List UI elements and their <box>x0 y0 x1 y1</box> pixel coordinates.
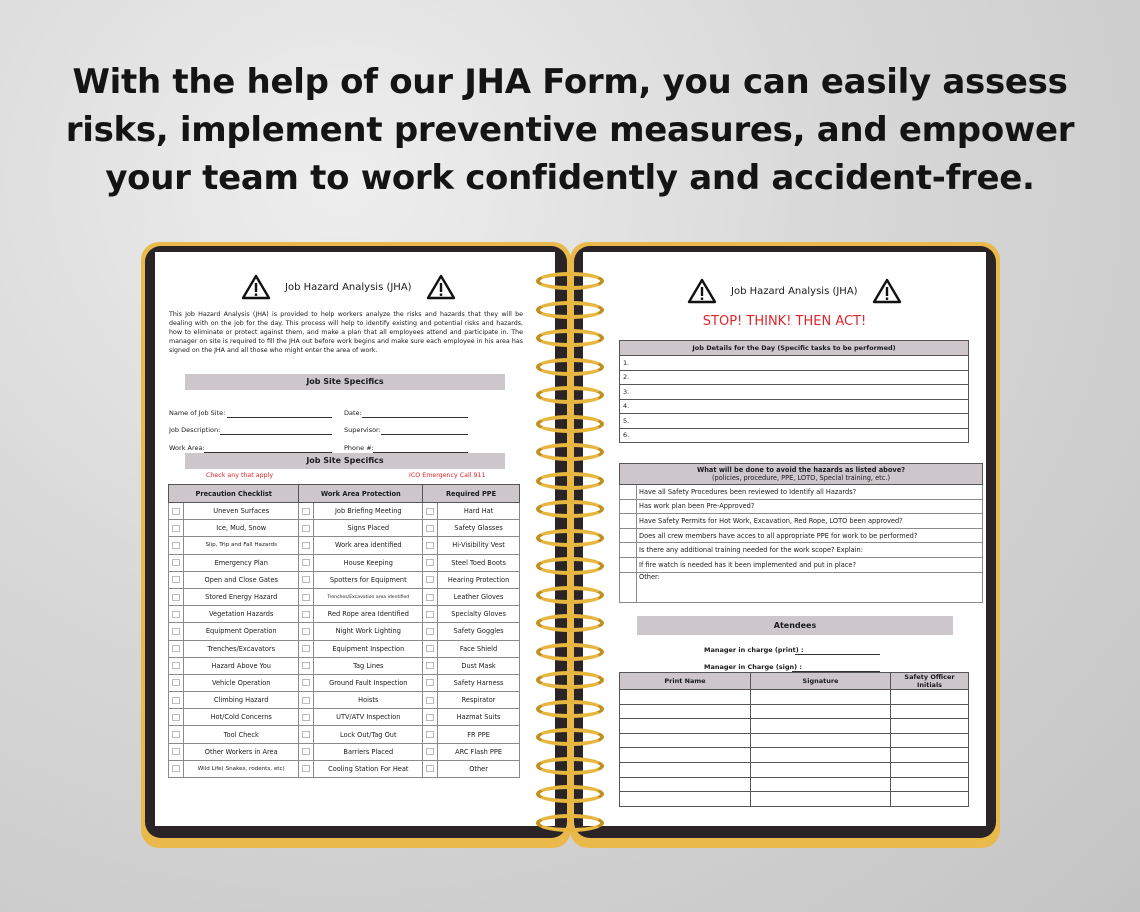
warning-icon <box>426 274 456 300</box>
checkbox-cell[interactable] <box>299 571 314 588</box>
spiral-ring <box>536 643 604 661</box>
job-detail-row[interactable] <box>620 385 969 400</box>
checklist-item: Hi-Visibility Vest <box>438 537 520 554</box>
attendee-initials-cell[interactable] <box>891 733 969 748</box>
checkbox-cell[interactable] <box>423 743 438 760</box>
table-row <box>169 726 520 743</box>
attendee-print-name-cell[interactable] <box>620 719 751 734</box>
checklist-item: Other <box>438 760 520 777</box>
checkbox-cell[interactable] <box>423 640 438 657</box>
checkbox-cell[interactable] <box>169 571 184 588</box>
job-detail-row[interactable] <box>620 428 969 443</box>
attendee-signature-cell[interactable] <box>751 704 891 719</box>
checklist-item: Safety Glasses <box>438 520 520 537</box>
checkbox-cell[interactable] <box>299 692 314 709</box>
table-row <box>169 709 520 726</box>
attendee-initials-cell[interactable] <box>891 777 969 792</box>
checkbox-cell[interactable] <box>423 571 438 588</box>
checklist-item: Ground Fault Inspection <box>314 674 423 691</box>
hazard-question: Does all crew members have acces to all appropriate PPE for work to be performed? <box>637 528 983 543</box>
spiral-ring <box>536 329 604 347</box>
checkbox-cell[interactable] <box>423 588 438 605</box>
checkbox[interactable] <box>302 748 310 755</box>
left-title-row <box>241 274 456 300</box>
attendee-initials-cell[interactable] <box>891 792 969 807</box>
checkbox[interactable] <box>172 559 180 566</box>
table-row <box>169 743 520 760</box>
checklist-item: Cooling Station For Heat <box>314 760 423 777</box>
checkbox-cell[interactable] <box>169 760 184 777</box>
date-input-line[interactable] <box>362 417 468 418</box>
attendee-row <box>620 777 969 792</box>
spiral-ring <box>536 614 604 632</box>
intro-paragraph: This Job Hazard Analysis (JHA) is provided to help workers analyze the risks and hazards that they will be dealing with on the job for the day. This process will help to identify existing and potential risks and hazards, how to eliminate or protect against them, and make a plan that all employees attend and participate in. The manager on site is required to fill the JHA out before work begins and make sure each employee in his area has signed on the JHA and all those who might enter the area of work. <box>169 311 523 354</box>
hazard-question-row <box>620 485 983 500</box>
checkbox-cell[interactable] <box>169 537 184 554</box>
spiral-ring <box>536 728 604 746</box>
checkbox[interactable] <box>172 679 180 686</box>
headline <box>0 58 1140 202</box>
job-detail-number[interactable]: 6. <box>620 428 969 443</box>
attendee-row <box>620 748 969 763</box>
checkbox[interactable] <box>302 542 310 549</box>
spiral-ring <box>536 301 604 319</box>
hazard-question: Has work plan been Pre-Approved? <box>637 499 983 514</box>
checkbox[interactable] <box>172 645 180 652</box>
left-page-title: Job Hazard Analysis (JHA) <box>285 281 412 293</box>
checkbox[interactable] <box>172 594 180 601</box>
checkbox-cell[interactable] <box>620 485 637 500</box>
manager-print-input-line[interactable] <box>795 654 880 655</box>
checkbox[interactable] <box>426 748 434 755</box>
field-label-date: Date: <box>344 409 362 417</box>
supervisor-input-line[interactable] <box>381 434 468 435</box>
attendee-print-name-cell[interactable] <box>620 704 751 719</box>
checklist-item: Spotters for Equipment <box>314 571 423 588</box>
spiral-ring <box>536 700 604 718</box>
attendee-row <box>620 704 969 719</box>
hazard-question: Other: <box>637 572 983 602</box>
checklist-item: Other Workers in Area <box>184 743 299 760</box>
checklist-item: Tool Check <box>184 726 299 743</box>
checkbox[interactable] <box>302 679 310 686</box>
checklist-item: Leather Gloves <box>438 588 520 605</box>
checklist-item: Steel Toed Boots <box>438 554 520 571</box>
warning-icon <box>687 278 717 304</box>
checklist-item: Safety Goggles <box>438 623 520 640</box>
checklist-item: Hoists <box>314 692 423 709</box>
checkbox[interactable] <box>426 542 434 549</box>
checkbox-cell[interactable] <box>169 503 184 520</box>
checkbox-cell[interactable] <box>169 657 184 674</box>
table-row <box>169 640 520 657</box>
checkbox-cell[interactable] <box>299 554 314 571</box>
attendee-print-name-cell[interactable] <box>620 792 751 807</box>
checkbox[interactable] <box>426 645 434 652</box>
checkbox-cell[interactable] <box>620 528 637 543</box>
checkbox-cell[interactable] <box>299 623 314 640</box>
spiral-ring <box>536 272 604 290</box>
job-detail-number[interactable]: 4. <box>620 399 969 414</box>
spiral-ring <box>536 586 604 604</box>
checkbox-cell[interactable] <box>423 709 438 726</box>
checkbox-cell[interactable] <box>620 514 637 529</box>
hazards-table <box>619 463 983 603</box>
checkbox-cell[interactable] <box>423 606 438 623</box>
field-label-phone: Phone #: <box>344 444 374 452</box>
attendee-initials-cell[interactable] <box>891 690 969 705</box>
header-work-area-protection: Work Area Protection <box>299 485 423 503</box>
spiral-ring <box>536 358 604 376</box>
checkbox[interactable] <box>426 594 434 601</box>
attendee-signature-cell[interactable] <box>751 733 891 748</box>
hazard-question-row <box>620 499 983 514</box>
checklist-item: Slip, Trip and Fall Hazards <box>184 537 299 554</box>
attendee-print-name-cell[interactable] <box>620 733 751 748</box>
checkbox-cell[interactable] <box>169 520 184 537</box>
checklist-item: Trenches/Excavation area identified <box>314 588 423 605</box>
job-detail-number[interactable]: 3. <box>620 385 969 400</box>
header-print-name: Print Name <box>620 673 751 690</box>
attendee-signature-cell[interactable] <box>751 777 891 792</box>
attendees-table <box>619 672 969 807</box>
checkbox[interactable] <box>172 765 180 772</box>
attendee-initials-cell[interactable] <box>891 762 969 777</box>
checklist-item: Signs Placed <box>314 520 423 537</box>
checkbox[interactable] <box>302 525 310 532</box>
checklist-item: Hazard Above You <box>184 657 299 674</box>
checkbox[interactable] <box>172 628 180 635</box>
table-row <box>169 623 520 640</box>
spiral-ring <box>536 671 604 689</box>
checkbox[interactable] <box>172 662 180 669</box>
checkbox-cell[interactable] <box>423 657 438 674</box>
warning-icon <box>872 278 902 304</box>
job-detail-number[interactable]: 1. <box>620 356 969 371</box>
checkbox[interactable] <box>426 559 434 566</box>
checkbox[interactable] <box>426 731 434 738</box>
checkbox-cell[interactable] <box>299 537 314 554</box>
checklist-item: Vegetation Hazards <box>184 606 299 623</box>
checkbox[interactable] <box>172 525 180 532</box>
checklist-item: Equipment Operation <box>184 623 299 640</box>
checkbox-cell[interactable] <box>299 743 314 760</box>
attendee-signature-cell[interactable] <box>751 719 891 734</box>
checklist-item: Work area identified <box>314 537 423 554</box>
checkbox[interactable] <box>302 628 310 635</box>
hazard-question: Have all Safety Procedures been reviewed to Identify all Hazards? <box>637 485 983 500</box>
header-precaution-checklist: Precaution Checklist <box>169 485 299 503</box>
table-row <box>169 554 520 571</box>
job-detail-row[interactable] <box>620 356 969 371</box>
checkbox[interactable] <box>302 697 310 704</box>
table-row <box>169 503 520 520</box>
checklist-item: Safety Harness <box>438 674 520 691</box>
checkbox[interactable] <box>172 576 180 583</box>
table-row <box>169 674 520 691</box>
checklist-item: Hearing Protection <box>438 571 520 588</box>
job-details-table <box>619 340 969 443</box>
checklist-item: Night Work Lighting <box>314 623 423 640</box>
table-row <box>169 571 520 588</box>
attendee-signature-cell[interactable] <box>751 792 891 807</box>
checkbox[interactable] <box>302 508 310 515</box>
checkbox-cell[interactable] <box>620 499 637 514</box>
hazard-question-row <box>620 557 983 572</box>
checkbox-cell[interactable] <box>169 588 184 605</box>
checkbox-cell[interactable] <box>423 520 438 537</box>
checkbox-cell[interactable] <box>423 692 438 709</box>
checklist-item: Face Shield <box>438 640 520 657</box>
checkbox-cell[interactable] <box>423 503 438 520</box>
job-site-input-line[interactable] <box>227 417 332 418</box>
checkbox-cell[interactable] <box>423 760 438 777</box>
manager-print-label: Manager in charge (print) : <box>704 646 804 654</box>
checklist-item: Hazmat Suits <box>438 709 520 726</box>
checklist-item: ARC Flash PPE <box>438 743 520 760</box>
checkbox-cell[interactable] <box>620 557 637 572</box>
table-row <box>169 588 520 605</box>
section-job-site-specifics: Job Site Specifics <box>185 374 505 390</box>
checklist-item: Ice, Mud, Snow <box>184 520 299 537</box>
checkbox-cell[interactable] <box>423 537 438 554</box>
attendee-print-name-cell[interactable] <box>620 777 751 792</box>
checkbox[interactable] <box>302 765 310 772</box>
checkbox-cell[interactable] <box>423 554 438 571</box>
checkbox-cell[interactable] <box>299 503 314 520</box>
checkbox[interactable] <box>302 662 310 669</box>
table-row <box>169 657 520 674</box>
checkbox-cell[interactable] <box>423 674 438 691</box>
checklist-item: Hot/Cold Concerns <box>184 709 299 726</box>
checkbox-cell[interactable] <box>299 640 314 657</box>
checklist-item: Climbing Hazard <box>184 692 299 709</box>
checklist-item: Specialty Gloves <box>438 606 520 623</box>
hazards-header <box>620 464 983 485</box>
checkbox-cell[interactable] <box>169 606 184 623</box>
checklist-item: UTV/ATV Inspection <box>314 709 423 726</box>
checkbox[interactable] <box>302 559 310 566</box>
checklist-item: Red Rope area Identified <box>314 606 423 623</box>
header-safety-officer-initials: Safety Officer Initials <box>891 673 969 690</box>
attendee-initials-cell[interactable] <box>891 719 969 734</box>
checkbox-cell[interactable] <box>299 760 314 777</box>
checklist-item: Trenches/Excavators <box>184 640 299 657</box>
spiral-ring <box>536 785 604 803</box>
field-label-job-site: Name of Job Site: <box>169 409 226 417</box>
checklist-item: Hard Hat <box>438 503 520 520</box>
hazard-question-row <box>620 528 983 543</box>
checkbox[interactable] <box>426 714 434 721</box>
checkbox[interactable] <box>172 748 180 755</box>
right-page-title: Job Hazard Analysis (JHA) <box>731 285 858 297</box>
checkbox[interactable] <box>172 611 180 618</box>
checkbox[interactable] <box>302 645 310 652</box>
left-page <box>155 252 555 826</box>
spiral-ring <box>536 757 604 775</box>
hazard-question: Is there any additional training needed for the work scope? Explain: <box>637 543 983 558</box>
checkbox-cell[interactable] <box>620 543 637 558</box>
header-required-ppe: Required PPE <box>423 485 520 503</box>
checkbox[interactable] <box>426 697 434 704</box>
checklist-item: Tag Lines <box>314 657 423 674</box>
checklist-item: Emergency Plan <box>184 554 299 571</box>
hazard-question-row <box>620 543 983 558</box>
hazard-question: Have Safety Permits for Hot Work, Excavation, Red Rope, LOTO been approved? <box>637 514 983 529</box>
table-row <box>169 537 520 554</box>
check-any-note: Check any that apply <box>206 472 274 479</box>
spiral-ring <box>536 529 604 547</box>
headline-line-3: your team to work confidently and accident-free. <box>105 158 1035 198</box>
checkbox[interactable] <box>302 576 310 583</box>
checkbox-cell[interactable] <box>169 640 184 657</box>
attendee-row <box>620 719 969 734</box>
headline-line-2: risks, implement preventive measures, and empower <box>65 110 1075 150</box>
checklist-item: Uneven Surfaces <box>184 503 299 520</box>
attendee-signature-cell[interactable] <box>751 690 891 705</box>
checklist-item: Open and Close Gates <box>184 571 299 588</box>
checklist-item: House Keeping <box>314 554 423 571</box>
checkbox[interactable] <box>426 508 434 515</box>
attendee-print-name-cell[interactable] <box>620 762 751 777</box>
field-label-work-area: Work Area: <box>169 444 205 452</box>
precaution-table <box>168 484 520 778</box>
attendee-print-name-cell[interactable] <box>620 690 751 705</box>
checkbox-cell[interactable] <box>169 554 184 571</box>
attendee-print-name-cell[interactable] <box>620 748 751 763</box>
checkbox[interactable] <box>426 765 434 772</box>
checkbox[interactable] <box>302 731 310 738</box>
hazard-question: If fire watch is needed has it been implemented and put in place? <box>637 557 983 572</box>
checkbox-cell[interactable] <box>299 674 314 691</box>
checkbox[interactable] <box>426 628 434 635</box>
job-detail-number[interactable]: 2. <box>620 370 969 385</box>
checklist-item: Vehicle Operation <box>184 674 299 691</box>
checklist-item: Job Briefing Meeting <box>314 503 423 520</box>
spiral-ring <box>536 472 604 490</box>
checkbox-cell[interactable] <box>169 726 184 743</box>
checklist-item: Dust Mask <box>438 657 520 674</box>
table-row <box>169 520 520 537</box>
checklist-item: Wild Life( Snakes, rodents, etc) <box>184 760 299 777</box>
header-signature: Signature <box>751 673 891 690</box>
right-page <box>583 252 986 826</box>
spiral-ring <box>536 814 604 832</box>
checkbox-cell[interactable] <box>169 623 184 640</box>
table-row <box>169 760 520 777</box>
table-row <box>169 606 520 623</box>
checkbox[interactable] <box>172 697 180 704</box>
job-detail-number[interactable]: 5. <box>620 414 969 429</box>
checklist-item: Lock Out/Tag Out <box>314 726 423 743</box>
warning-icon <box>241 274 271 300</box>
checklist-item: Respirator <box>438 692 520 709</box>
hazards-header-title: What will be done to avoid the hazards as listed above? <box>696 466 906 474</box>
attendee-row <box>620 792 969 807</box>
spiral-ring <box>536 386 604 404</box>
attendee-initials-cell[interactable] <box>891 748 969 763</box>
checkbox-cell[interactable] <box>299 726 314 743</box>
checkbox-cell[interactable] <box>169 692 184 709</box>
hazards-header-subtitle: (policies, procedure, PPE, LOTO, Special training, etc.) <box>711 474 891 482</box>
headline-line-1: With the help of our JHA Form, you can easily assess <box>72 62 1068 102</box>
checkbox[interactable] <box>426 662 434 669</box>
emergency-note: ICO Emergency Call 911 <box>409 472 486 479</box>
spiral-ring <box>536 415 604 433</box>
checkbox[interactable] <box>172 542 180 549</box>
checkbox[interactable] <box>426 576 434 583</box>
checkbox[interactable] <box>172 508 180 515</box>
hazard-question-row <box>620 514 983 529</box>
checklist-item: Stored Energy Hazard <box>184 588 299 605</box>
checkbox[interactable] <box>302 611 310 618</box>
spiral-ring <box>536 557 604 575</box>
checkbox-cell[interactable] <box>299 606 314 623</box>
job-detail-row[interactable] <box>620 414 969 429</box>
checklist-item: Barriers Placed <box>314 743 423 760</box>
checkbox-cell[interactable] <box>423 726 438 743</box>
checkbox[interactable] <box>172 731 180 738</box>
checkbox-cell[interactable] <box>423 623 438 640</box>
attendee-row <box>620 762 969 777</box>
job-detail-row[interactable] <box>620 399 969 414</box>
table-row <box>169 692 520 709</box>
right-title-row <box>687 278 902 304</box>
checkbox-cell[interactable] <box>299 588 314 605</box>
attendee-signature-cell[interactable] <box>751 762 891 777</box>
attendee-row <box>620 690 969 705</box>
checkbox[interactable] <box>302 594 310 601</box>
checkbox[interactable] <box>426 611 434 618</box>
checklist-item: FR PPE <box>438 726 520 743</box>
stop-think-act: STOP! THINK! THEN ACT! <box>702 314 867 329</box>
job-detail-row[interactable] <box>620 370 969 385</box>
spiral-ring <box>536 500 604 518</box>
checkbox-cell[interactable] <box>169 743 184 760</box>
checkbox-cell[interactable] <box>169 709 184 726</box>
checkbox-cell[interactable] <box>620 572 637 602</box>
attendee-signature-cell[interactable] <box>751 748 891 763</box>
section-job-site-specifics-2: Job Site Specifics <box>185 453 505 469</box>
checkbox[interactable] <box>426 525 434 532</box>
checkbox[interactable] <box>302 714 310 721</box>
checklist-item: Equipment Inspection <box>314 640 423 657</box>
manager-sign-label: Manager in Charge (sign) : <box>704 663 803 671</box>
job-details-header: Job Details for the Day (Specific tasks to be performed) <box>620 341 969 356</box>
hazard-question-row <box>620 572 983 602</box>
attendee-row <box>620 733 969 748</box>
checkbox-cell[interactable] <box>299 709 314 726</box>
checkbox[interactable] <box>172 714 180 721</box>
checkbox-cell[interactable] <box>299 657 314 674</box>
checkbox-cell[interactable] <box>169 674 184 691</box>
attendees-bar: Atendees <box>637 616 953 635</box>
spiral-ring <box>536 443 604 461</box>
attendee-initials-cell[interactable] <box>891 704 969 719</box>
job-description-input-line[interactable] <box>220 434 332 435</box>
field-label-job-description: Job Description: <box>169 426 221 434</box>
checkbox-cell[interactable] <box>299 520 314 537</box>
checkbox[interactable] <box>426 679 434 686</box>
field-label-supervisor: Supervisor: <box>344 426 381 434</box>
